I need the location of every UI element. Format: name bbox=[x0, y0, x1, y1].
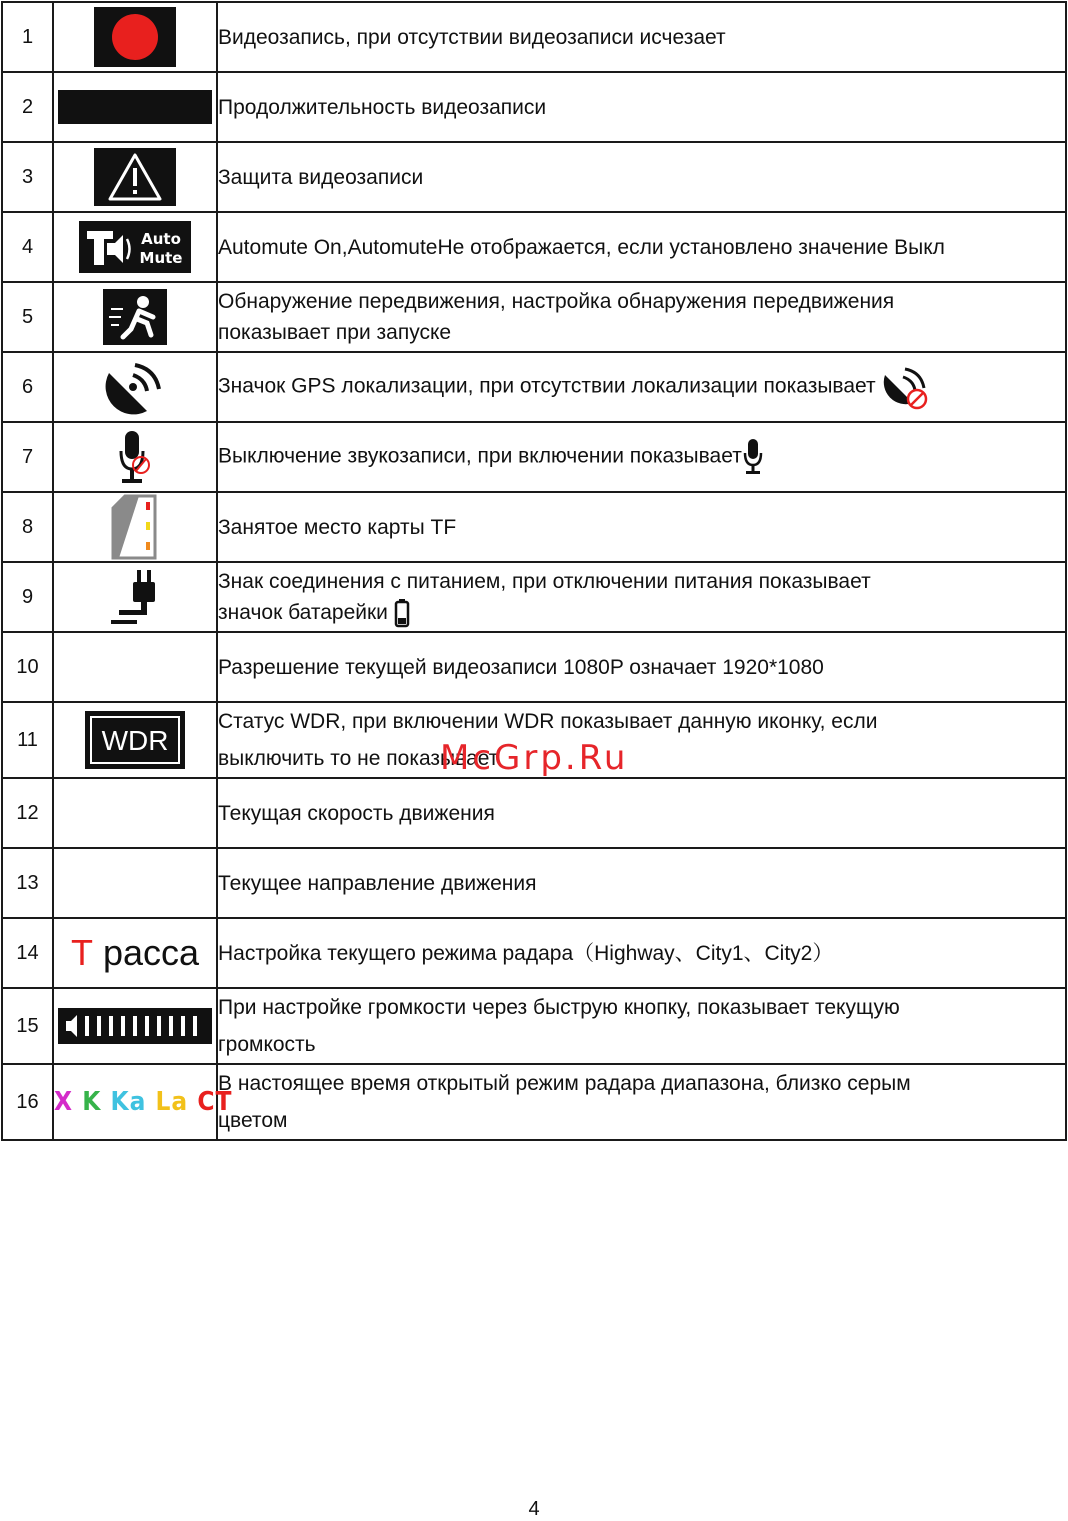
table-row bbox=[2, 422, 1066, 492]
row-description-text: Значок GPS локализации, при отсутствии локализации показывает bbox=[218, 374, 876, 398]
band-k: K bbox=[82, 1087, 102, 1117]
row-description: Текущее направление движения bbox=[217, 848, 1066, 918]
row-number: 7 bbox=[2, 422, 53, 492]
radar-mode-letter: Т bbox=[70, 932, 93, 973]
row-description-line: значок батарейки bbox=[218, 600, 388, 624]
row-description: Занятое место карты TF bbox=[217, 492, 1066, 562]
row-description bbox=[217, 702, 1066, 778]
microphone-off-icon bbox=[115, 427, 155, 487]
row-description bbox=[217, 988, 1066, 1064]
table-row bbox=[2, 1064, 1066, 1140]
duration-bar-icon bbox=[58, 90, 212, 124]
row-description-text: Выключение звукозаписи, при включении показывает bbox=[218, 444, 742, 468]
row-number: 11 bbox=[2, 702, 53, 778]
row-description: Настройка текущего режима радара（Highway、City1、City2） bbox=[217, 918, 1066, 988]
band-la: La bbox=[155, 1087, 189, 1117]
auto-mute-text-2: Mute bbox=[139, 249, 183, 267]
wdr-icon bbox=[85, 711, 185, 769]
row-description: Разрешение текущей видеозаписи 1080P означает 1920*1080 bbox=[217, 632, 1066, 702]
auto-mute-text-1: Auto bbox=[141, 230, 181, 248]
record-dot-icon bbox=[94, 7, 176, 67]
table-row bbox=[2, 848, 1066, 918]
row-number: 16 bbox=[2, 1064, 53, 1140]
wdr-text: WDR bbox=[101, 725, 169, 756]
row-description-line: Обнаружение передвижения, настройка обнаружения передвижения bbox=[218, 290, 895, 313]
row-number: 3 bbox=[2, 142, 53, 212]
row-number: 1 bbox=[2, 2, 53, 72]
row-description-line: При настройке громкости через быструю кнопку, показывает текущую bbox=[218, 996, 900, 1019]
table-row bbox=[2, 2, 1066, 72]
row-description: Видеозапись, при отсутствии видеозаписи исчезает bbox=[217, 2, 1066, 72]
row-description: Текущая скорость движения bbox=[217, 778, 1066, 848]
gps-satellite-icon bbox=[103, 357, 167, 417]
row-description bbox=[217, 422, 1066, 492]
row-number: 12 bbox=[2, 778, 53, 848]
band-ct: CT bbox=[197, 1087, 233, 1117]
row-number: 6 bbox=[2, 352, 53, 422]
row-description-line: показывает при запуске bbox=[218, 321, 452, 344]
table-row bbox=[2, 282, 1066, 352]
row-number: 10 bbox=[2, 632, 53, 702]
table-row bbox=[2, 918, 1066, 988]
row-description-line: выключить то не показывает bbox=[218, 747, 499, 770]
row-description bbox=[217, 282, 1066, 352]
row-number: 13 bbox=[2, 848, 53, 918]
empty-icon-cell bbox=[53, 848, 217, 918]
motion-detection-icon bbox=[103, 289, 167, 345]
row-number: 8 bbox=[2, 492, 53, 562]
row-number: 15 bbox=[2, 988, 53, 1064]
microphone-icon bbox=[742, 437, 764, 477]
empty-icon-cell bbox=[53, 632, 217, 702]
table-row bbox=[2, 142, 1066, 212]
table-row bbox=[2, 988, 1066, 1064]
empty-icon-cell bbox=[53, 778, 217, 848]
table-row bbox=[2, 72, 1066, 142]
page-number: 4 bbox=[528, 1498, 540, 1520]
volume-level-icon bbox=[58, 1008, 212, 1044]
table-row bbox=[2, 562, 1066, 632]
row-description-line: В настоящее время открытый режим радара диапазона, близко серым bbox=[218, 1072, 911, 1095]
band-ka: Ka bbox=[110, 1087, 147, 1117]
radar-mode-label bbox=[71, 932, 199, 973]
row-description bbox=[217, 562, 1066, 632]
band-x: X bbox=[54, 1087, 74, 1117]
row-description bbox=[217, 1064, 1066, 1140]
warning-triangle-icon bbox=[94, 148, 176, 206]
watermark: McGrp.Ru bbox=[440, 738, 629, 778]
row-number: 9 bbox=[2, 562, 53, 632]
power-plug-icon bbox=[109, 566, 161, 628]
row-description bbox=[217, 352, 1066, 422]
radar-bands-label bbox=[54, 1087, 232, 1117]
table-row bbox=[2, 212, 1066, 282]
row-number: 4 bbox=[2, 212, 53, 282]
row-description-line: Статус WDR, при включении WDR показывает данную иконку, если bbox=[218, 710, 878, 733]
row-number: 14 bbox=[2, 918, 53, 988]
tf-card-icon bbox=[109, 494, 161, 560]
gps-no-signal-icon bbox=[881, 363, 931, 411]
row-number: 2 bbox=[2, 72, 53, 142]
table-row bbox=[2, 492, 1066, 562]
row-description-line: Знак соединения с питанием, при отключении питания показывает bbox=[218, 569, 871, 593]
row-description: Защита видеозаписи bbox=[217, 142, 1066, 212]
table-row bbox=[2, 352, 1066, 422]
row-description: Продолжительность видеозаписи bbox=[217, 72, 1066, 142]
table-row bbox=[2, 778, 1066, 848]
icon-legend-table bbox=[1, 1, 1067, 1141]
auto-mute-icon bbox=[79, 221, 191, 273]
row-number: 5 bbox=[2, 282, 53, 352]
row-description-line: цветом bbox=[218, 1109, 288, 1132]
battery-icon bbox=[394, 598, 410, 628]
row-description-line: громкость bbox=[218, 1033, 316, 1056]
radar-mode-word: расса bbox=[102, 932, 200, 973]
table-row bbox=[2, 632, 1066, 702]
row-description: Automute On,AutomuteНе отображается, если установлено значение Выкл bbox=[217, 212, 1066, 282]
